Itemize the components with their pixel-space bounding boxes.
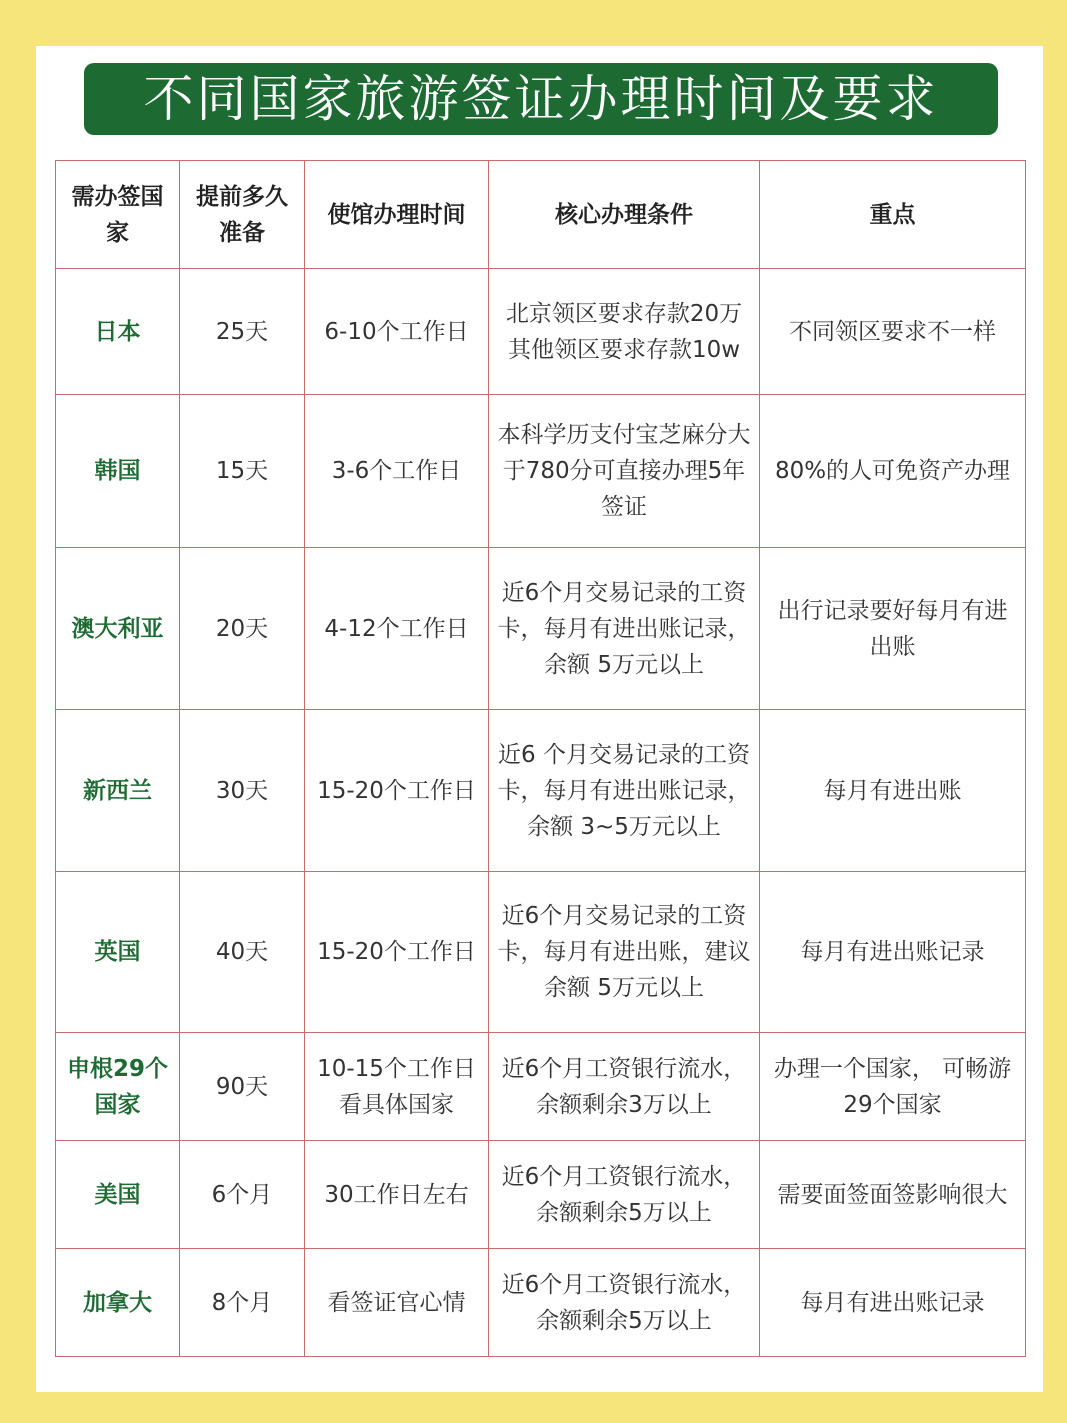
- key-cell: 不同领区要求不一样: [760, 269, 1026, 395]
- key-cell: 每月有进出账记录: [760, 872, 1026, 1033]
- header-country: 需办签国家: [56, 161, 180, 269]
- conditions-cell: 近6个月工资银行流水， 余额剩余5万以上: [489, 1249, 760, 1357]
- prepare-cell: 90天: [180, 1033, 305, 1141]
- prepare-cell: 30天: [180, 710, 305, 872]
- prepare-cell: 8个月: [180, 1249, 305, 1357]
- country-cell: 美国: [56, 1141, 180, 1249]
- table-row: [56, 872, 1026, 1033]
- key-cell: 每月有进出账记录: [760, 1249, 1026, 1357]
- country-cell: 澳大利亚: [56, 548, 180, 710]
- table-row: [56, 395, 1026, 548]
- header-conditions: 核心办理条件: [489, 161, 760, 269]
- visa-table: [55, 160, 1026, 1357]
- processing-cell: 6-10个工作日: [305, 269, 489, 395]
- processing-cell: 30工作日左右: [305, 1141, 489, 1249]
- processing-cell: 4-12个工作日: [305, 548, 489, 710]
- conditions-cell: 近6个月工资银行流水， 余额剩余5万以上: [489, 1141, 760, 1249]
- conditions-cell: 北京领区要求存款20万其他领区要求存款10w: [489, 269, 760, 395]
- country-cell: 日本: [56, 269, 180, 395]
- table-row: [56, 548, 1026, 710]
- header-prepare: 提前多久准备: [180, 161, 305, 269]
- table-row: [56, 269, 1026, 395]
- country-cell: 申根29个国家: [56, 1033, 180, 1141]
- country-cell: 加拿大: [56, 1249, 180, 1357]
- table-header-row: [56, 161, 1026, 269]
- key-cell: 办理一个国家， 可畅游29个国家: [760, 1033, 1026, 1141]
- prepare-cell: 15天: [180, 395, 305, 548]
- prepare-cell: 6个月: [180, 1141, 305, 1249]
- conditions-cell: 近6个月交易记录的工资卡，每月有进出账记录， 余额 5万元以上: [489, 548, 760, 710]
- table-row: [56, 710, 1026, 872]
- table-row: [56, 1249, 1026, 1357]
- conditions-cell: 近6个月交易记录的工资卡，每月有进出账，建议余额 5万元以上: [489, 872, 760, 1033]
- processing-cell: 10-15个工作日看具体国家: [305, 1033, 489, 1141]
- key-cell: 出行记录要好每月有进出账: [760, 548, 1026, 710]
- table-row: [56, 1033, 1026, 1141]
- key-cell: 需要面签面签影响很大: [760, 1141, 1026, 1249]
- processing-cell: 3-6个工作日: [305, 395, 489, 548]
- table-row: [56, 1141, 1026, 1249]
- country-cell: 新西兰: [56, 710, 180, 872]
- prepare-cell: 40天: [180, 872, 305, 1033]
- prepare-cell: 25天: [180, 269, 305, 395]
- page-title: 不同国家旅游签证办理时间及要求: [84, 63, 998, 135]
- key-cell: 每月有进出账: [760, 710, 1026, 872]
- country-cell: 韩国: [56, 395, 180, 548]
- country-cell: 英国: [56, 872, 180, 1033]
- processing-cell: 看签证官心情: [305, 1249, 489, 1357]
- conditions-cell: 近6个月工资银行流水， 余额剩余3万以上: [489, 1033, 760, 1141]
- key-cell: 80%的人可免资产办理: [760, 395, 1026, 548]
- conditions-cell: 近6 个月交易记录的工资卡，每月有进出账记录， 余额 3~5万元以上: [489, 710, 760, 872]
- conditions-cell: 本科学历支付宝芝麻分大于780分可直接办理5年签证: [489, 395, 760, 548]
- header-processing: 使馆办理时间: [305, 161, 489, 269]
- prepare-cell: 20天: [180, 548, 305, 710]
- processing-cell: 15-20个工作日: [305, 710, 489, 872]
- processing-cell: 15-20个工作日: [305, 872, 489, 1033]
- header-key-points: 重点: [760, 161, 1026, 269]
